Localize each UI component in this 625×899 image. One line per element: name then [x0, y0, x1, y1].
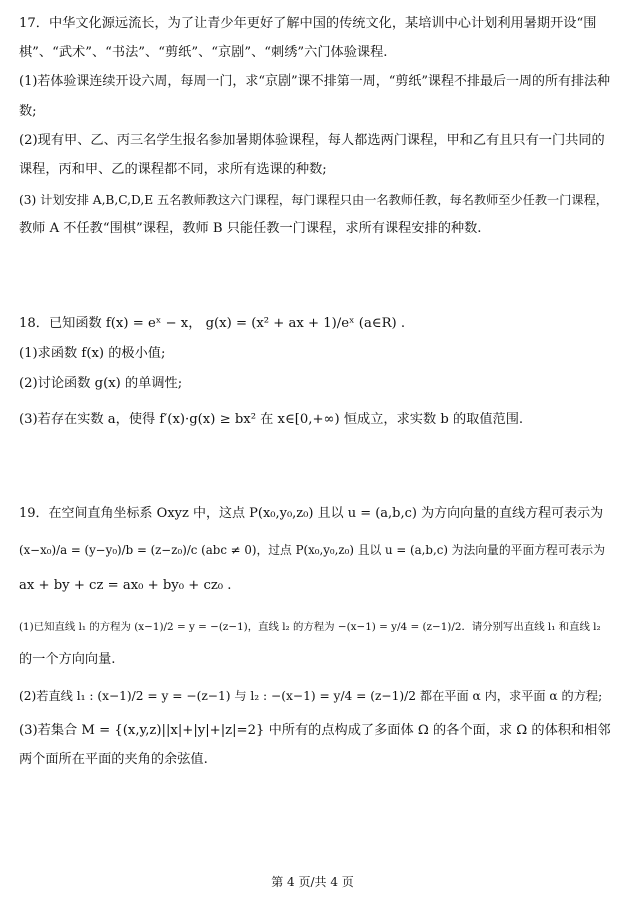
q17-line-2: 棋”、“武术”、“书法”、“剪纸”、“京剧”、“刺绣”六门体验课程.	[19, 45, 388, 60]
q19-line-5: 的一个方向向量.	[19, 652, 116, 667]
q18-line-3: (2)讨论函数 g(x) 的单调性;	[19, 376, 183, 391]
q18-line-4: (3)若存在实数 a，使得 f′(x)·g(x) ≥ bx² 在 x∈[0,+∞) 恒成立，求实数 b 的取值范围.	[19, 412, 524, 427]
q19-line-2: (x−x₀)/a = (y−y₀)/b = (z−z₀)/c (abc ≠ 0)，过点 P(x₀,y₀,z₀) 且以 u = (a,b,c) 为法向量的平面方程可表示为	[19, 543, 606, 557]
q19-line-4: (1)已知直线 l₁ 的方程为 (x−1)/2 = y = −(z−1)，直线 l₂ 的方程为 −(x−1) = y/4 = (z−1)/2．请分别写出直线 l₁ 和直线 l₂	[19, 621, 601, 633]
q19-line-1: 19．在空间直角坐标系 Oxyz 中，这点 P(x₀,y₀,z₀) 且以 u = (a,b,c) 为方向向量的直线方程可表示为	[19, 506, 604, 521]
q18-line-1: 18．已知函数 f(x) = eˣ − x， g(x) = (x² + ax + 1)/eˣ (a∈R) .	[19, 316, 406, 331]
q17-line-3: (1)若体验课连续开设六周，每周一门，求“京剧”课不排第一周，“剪纸”课程不排最后一周的所有排法种	[19, 74, 610, 89]
q18-line-2: (1)求函数 f(x) 的极小值;	[19, 346, 166, 361]
q19-line-6: (2)若直线 l₁ : (x−1)/2 = y = −(z−1) 与 l₂ : −(x−1) = y/4 = (z−1)/2 都在平面 α 内，求平面 α 的方程;	[19, 689, 603, 703]
q17-line-8: 教师 A 不任教“围棋”课程，教师 B 只能任教一门课程，求所有课程安排的种数.	[19, 221, 482, 236]
q19-line-7: (3)若集合 M = {(x,y,z)||x|+|y|+|z|=2} 中所有的点构成了多面体 Ω 的各个面，求 Ω 的体积和相邻	[19, 723, 611, 738]
q17-line-5: (2)现有甲、乙、丙三名学生报名参加暑期体验课程，每人都选两门课程，甲和乙有且只有一门共同的	[19, 133, 605, 148]
page-footer: 第 4 页/共 4 页	[271, 875, 354, 889]
q17-line-4: 数;	[19, 104, 37, 119]
q17-line-6: 课程，丙和甲、乙的课程都不同，求所有选课的种数;	[19, 162, 327, 177]
q17-line-1: 17．中华文化源远流长，为了让青少年更好了解中国的传统文化，某培训中心计划利用暑期开设“围	[19, 16, 597, 31]
q19-line-3: ax + by + cz = ax₀ + by₀ + cz₀ .	[19, 578, 232, 593]
q17-line-7: (3) 计划安排 A,B,C,D,E 五名教师教这六门课程，每门课程只由一名教师任教，每名教师至少任教一门课程，	[19, 193, 608, 207]
q19-line-8: 两个面所在平面的夹角的余弦值.	[19, 752, 208, 767]
